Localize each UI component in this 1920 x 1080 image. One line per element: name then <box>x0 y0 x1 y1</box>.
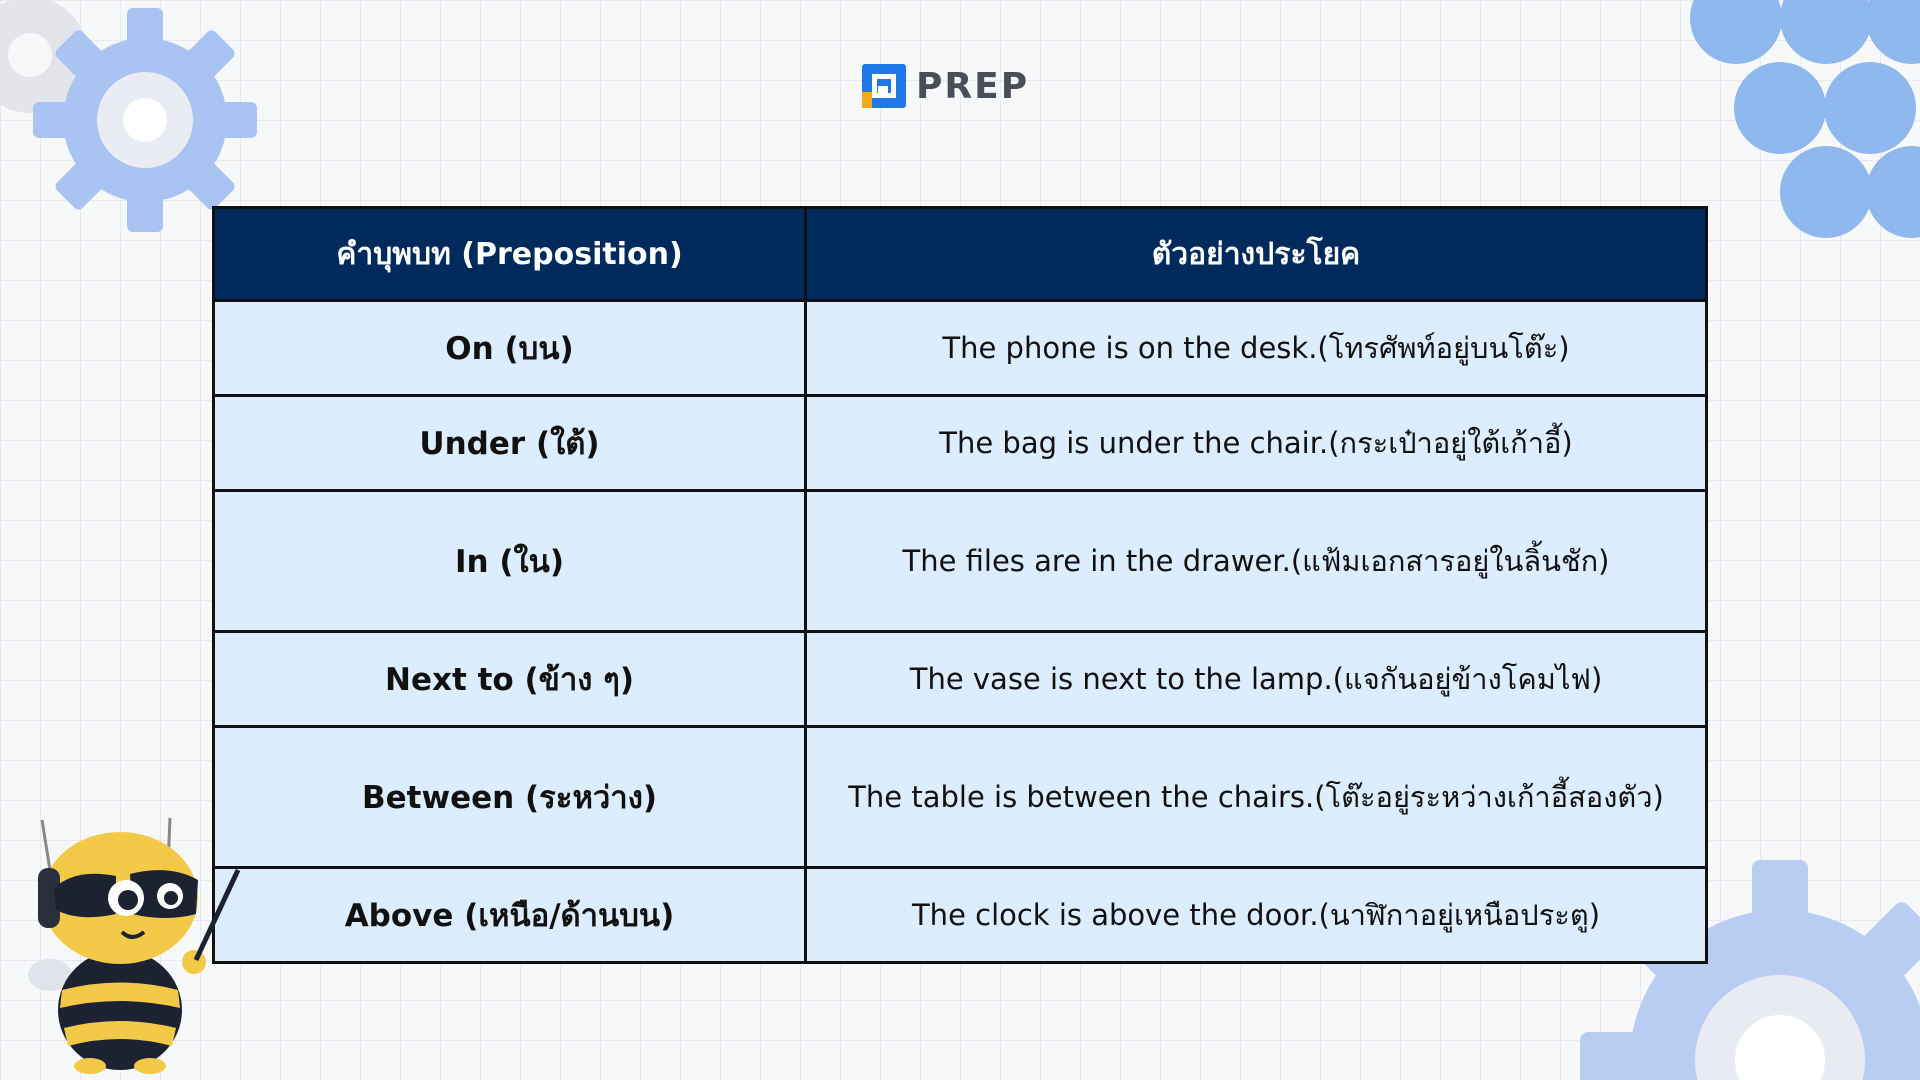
table-row <box>214 301 1707 396</box>
preposition-cell: Under (ใต้) <box>214 396 806 491</box>
header-example: ตัวอย่างประโยค <box>806 208 1707 301</box>
table-row <box>214 868 1707 963</box>
example-cell: The table is between the chairs.(โต๊ะอยู่ระหว่างเก้าอี้สองตัว) <box>806 727 1707 868</box>
example-cell: The files are in the drawer.(แฟ้มเอกสารอยู่ในลิ้นชัก) <box>806 491 1707 632</box>
preposition-cell: Above (เหนือ/ด้านบน) <box>214 868 806 963</box>
header-preposition: คำบุพบท (Preposition) <box>214 208 806 301</box>
table-row <box>214 727 1707 868</box>
preposition-cell: Next to (ข้าง ๆ) <box>214 632 806 727</box>
example-cell: The phone is on the desk.(โทรศัพท์อยู่บนโต๊ะ) <box>806 301 1707 396</box>
example-cell: The clock is above the door.(นาฬิกาอยู่เหนือประตู) <box>806 868 1707 963</box>
circles-decoration <box>1680 0 1920 250</box>
preposition-cell: In (ใน) <box>214 491 806 632</box>
example-cell: The vase is next to the lamp.(แจกันอยู่ข้างโคมไฟ) <box>806 632 1707 727</box>
example-cell: The bag is under the chair.(กระเป๋าอยู่ใต้เก้าอี้) <box>806 396 1707 491</box>
table-row <box>214 632 1707 727</box>
brand-name: PREP <box>916 65 1030 107</box>
table-row <box>214 396 1707 491</box>
table-row <box>214 491 1707 632</box>
prepositions-table <box>212 206 1708 964</box>
prep-logo-icon <box>860 62 908 110</box>
bee-mascot <box>20 810 250 1080</box>
preposition-cell: On (บน) <box>214 301 806 396</box>
brand-logo <box>860 60 1029 112</box>
preposition-cell: Between (ระหว่าง) <box>214 727 806 868</box>
table-header-row <box>214 208 1707 301</box>
